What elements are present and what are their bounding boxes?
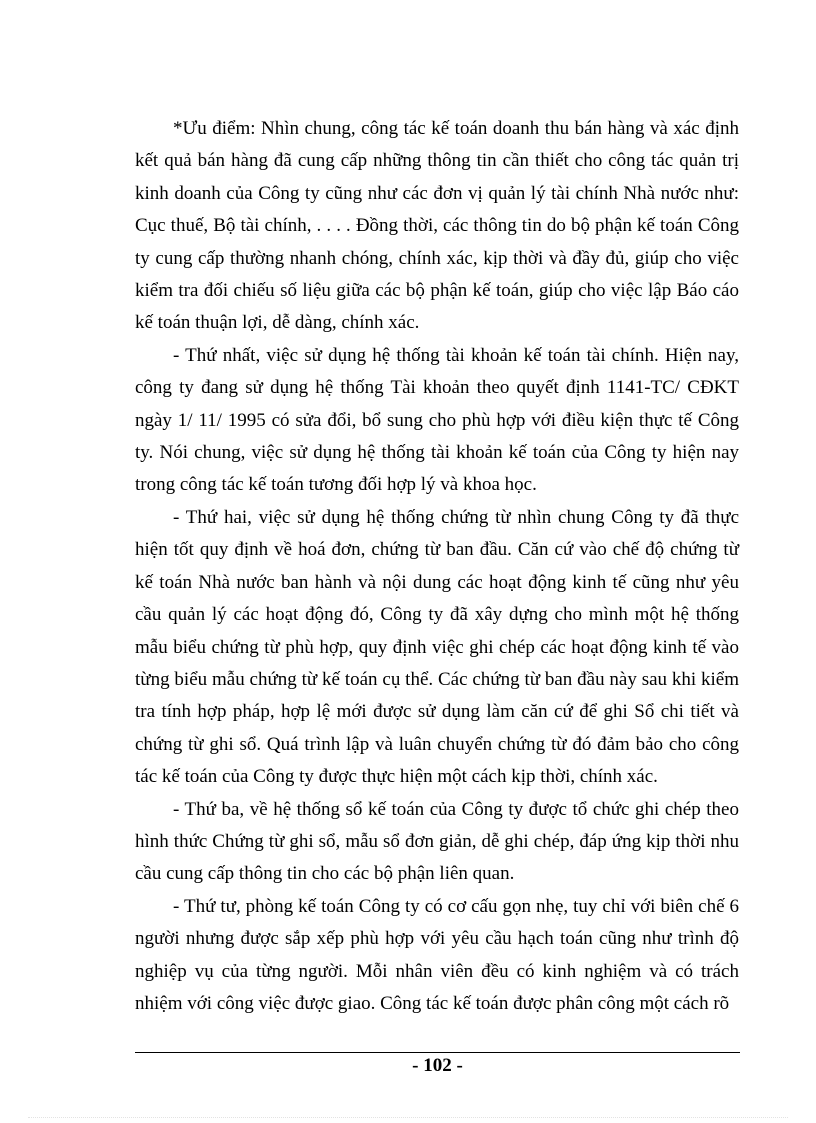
page-number: - 102 - xyxy=(412,1055,463,1076)
paragraph-fourth-point: - Thứ tư, phòng kế toán Công ty có cơ cấu gọn nhẹ, tuy chỉ với biên chế 6 người nhưng được sắp xếp phù hợp với yêu cầu hạch toán cũng như trình độ nghiệp vụ của từng người. Mỗi nhân viên đều có kinh nghiệm và có trách nhiệm với công việc được giao. Công tác kế toán được phân công một cách rõ xyxy=(135,895,739,1014)
page-bottom-edge xyxy=(28,1117,788,1118)
document-body xyxy=(135,113,739,1020)
paragraph-advantages: *Ưu điểm: Nhìn chung, công tác kế toán doanh thu bán hàng và xác định kết quả bán hàng đã cung cấp những thông tin cần thiết cho công tác quản trị kinh doanh của Công ty cũng như các đơn vị quản lý tài chính Nhà nước như: Cục thuế, Bộ tài chính, . . . . Đồng thời, các thông tin do bộ phận kế toán Công ty cung cấp thường nhanh chóng, chính xác, kịp thời và đầy đủ, giúp cho việc kiểm tra đối chiếu số liệu giữa các bộ phận kế toán, giúp cho việc lập Báo cáo kế toán thuận lợi, dễ dàng, chính xác. xyxy=(135,118,739,334)
paragraph-third-point: - Thứ ba, về hệ thống sổ kế toán của Công ty được tổ chức ghi chép theo hình thức Chứng từ ghi sổ, mẫu sổ đơn giản, dễ ghi chép, đáp ứng kịp thời nhu cầu cung cấp thông tin cho các bộ phận liên quan. xyxy=(135,798,739,885)
paragraph-second-point: - Thứ hai, việc sử dụng hệ thống chứng từ nhìn chung Công ty đã thực hiện tốt quy định về hoá đơn, chứng từ ban đầu. Căn cứ vào chế độ chứng từ kế toán Nhà nước ban hành và nội dung các hoạt động kinh tế cũng như yêu cầu quản lý các hoạt động đó, Công ty đã xây dựng cho mình một hệ thống mẫu biểu chứng từ phù hợp, quy định việc ghi chép các hoạt động kinh tế vào từng biểu mẫu chứng từ kế toán cụ thể. Các chứng từ ban đầu này sau khi kiểm tra tính hợp pháp, hợp lệ mới được sử dụng làm căn cứ để ghi Sổ chi tiết và chứng từ ghi sổ. Quá trình lập và luân chuyển chứng từ đó đảm bảo cho công tác kế toán của Công ty được thực hiện một cách kịp thời, chính xác. xyxy=(135,506,739,788)
paragraph-first-point: - Thứ nhất, việc sử dụng hệ thống tài khoản kế toán tài chính. Hiện nay, công ty đang sử dụng hệ thống Tài khoản theo quyết định 1141-TC/ CĐKT ngày 1/ 11/ 1995 có sửa đổi, bổ sung cho phù hợp với điều kiện thực tế Công ty. Nói chung, việc sử dụng hệ thống tài khoản kế toán của Công ty hiện nay trong công tác kế toán tương đối hợp lý và khoa học. xyxy=(135,344,739,496)
